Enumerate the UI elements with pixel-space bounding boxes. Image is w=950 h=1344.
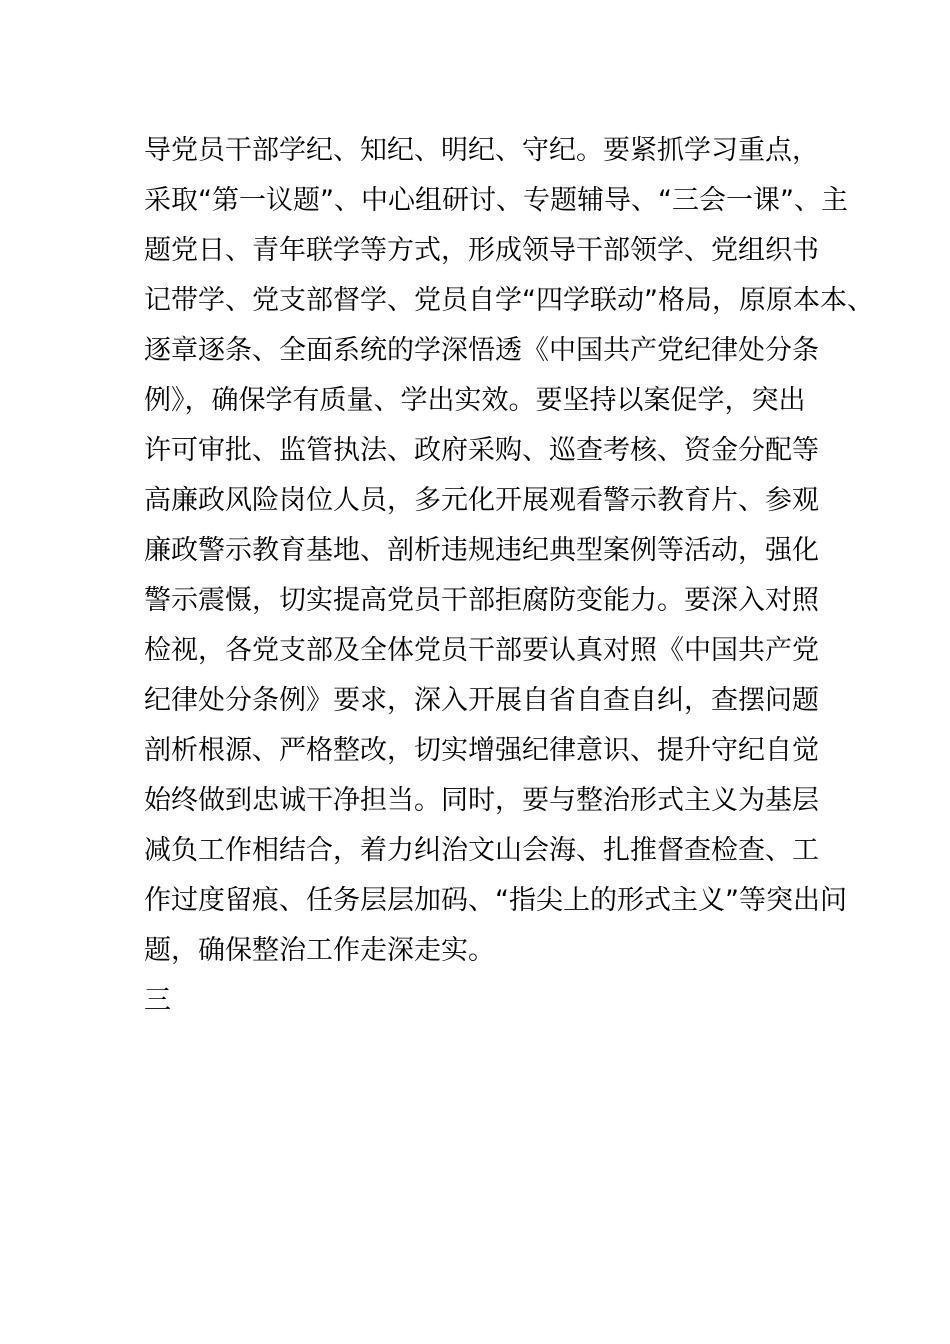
text-line: 导党员干部学纪、知纪、明纪、守纪。要紧抓学习重点， xyxy=(144,135,819,166)
text-line: 剖析根源、严格整改，切实增强纪律意识、提升守纪自觉 xyxy=(144,735,819,766)
text-line: 记带学、党支部督学、党员自学“四学联动”格局，原原本本、 xyxy=(144,285,874,316)
text-line: 逐章逐条、全面系统的学深悟透《中国共产党纪律处分条 xyxy=(144,335,819,366)
text-line: 采取“第一议题”、中心组研讨、专题辅导、“三会一课”、主 xyxy=(144,185,848,216)
text-line: 题党日、青年联学等方式，形成领导干部领学、党组织书 xyxy=(144,235,819,266)
body-text xyxy=(144,126,874,1026)
section-heading: 三 xyxy=(144,985,171,1016)
text-line: 许可审批、监管执法、政府采购、巡查考核、资金分配等 xyxy=(144,435,819,466)
text-line: 题，确保整治工作走深走实。 xyxy=(144,935,495,966)
text-line: 高廉政风险岗位人员，多元化开展观看警示教育片、参观 xyxy=(144,485,819,516)
text-line: 检视，各党支部及全体党员干部要认真对照《中国共产党 xyxy=(144,635,819,666)
text-line: 警示震慑，切实提高党员干部拒腐防变能力。要深入对照 xyxy=(144,585,819,616)
text-line: 例》，确保学有质量、学出实效。要坚持以案促学，突出 xyxy=(144,385,806,416)
text-line: 作过度留痕、任务层层加码、“指尖上的形式主义”等突出问 xyxy=(144,885,847,916)
text-line: 减负工作相结合，着力纠治文山会海、扎推督查检查、工 xyxy=(144,835,819,866)
text-line: 廉政警示教育基地、剖析违规违纪典型案例等活动，强化 xyxy=(144,535,819,566)
text-line: 始终做到忠诚干净担当。同时，要与整治形式主义为基层 xyxy=(144,785,819,816)
text-line: 纪律处分条例》要求，深入开展自省自查自纠，查摆问题 xyxy=(144,685,819,716)
